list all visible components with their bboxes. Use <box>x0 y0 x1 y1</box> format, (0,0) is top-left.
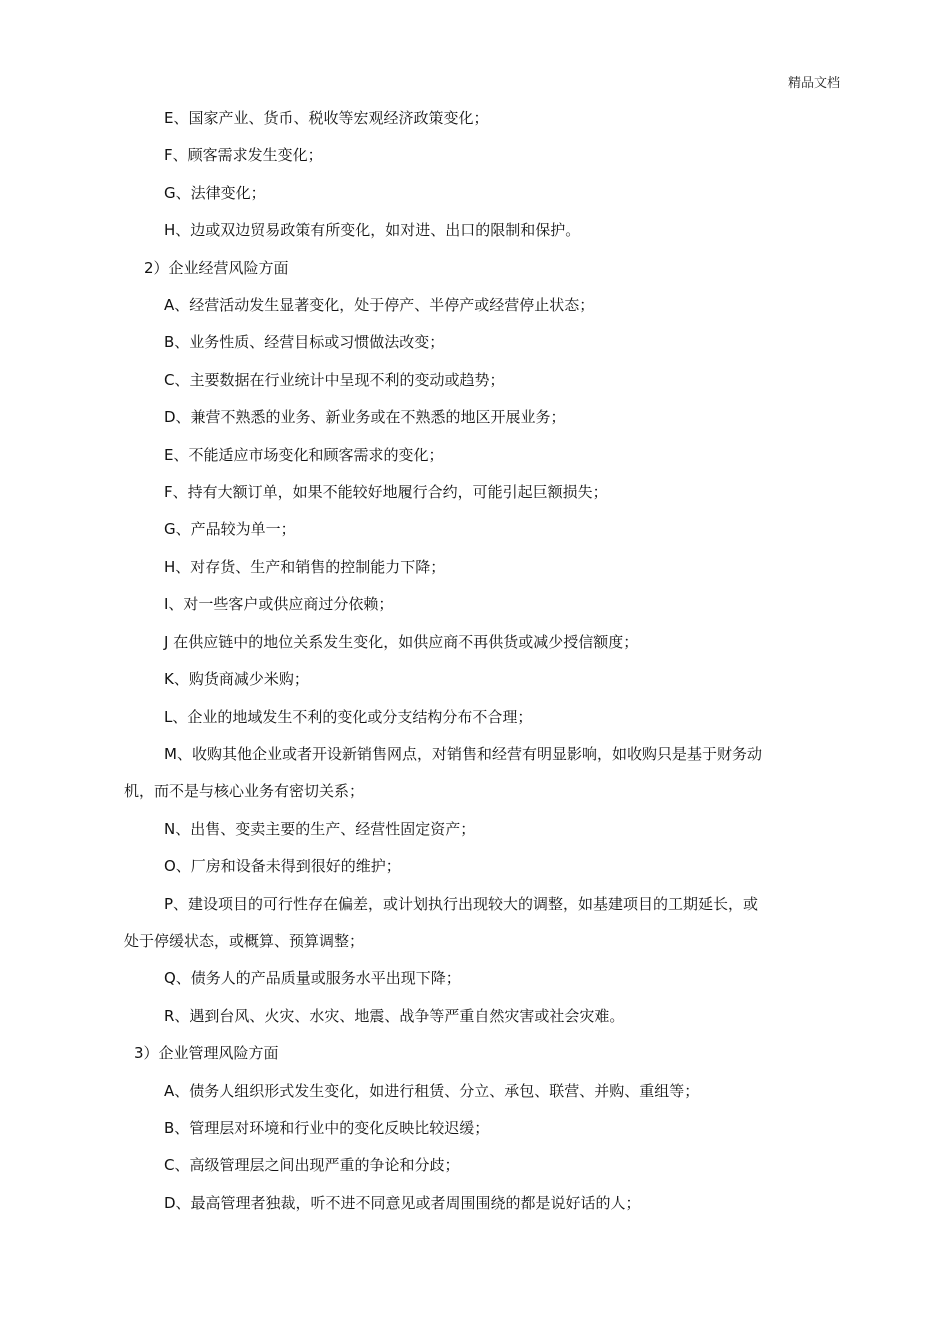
list-item: D、最高管理者独裁，听不进不同意见或者周围围绕的都是说好话的人； <box>164 1193 641 1212</box>
page-header-label: 精品文档 <box>787 76 840 91</box>
list-item: J 在供应链中的地位关系发生变化，如供应商不再供货或减少授信额度； <box>164 632 639 651</box>
list-item: D、兼营不熟悉的业务、新业务或在不熟悉的地区开展业务； <box>164 408 566 427</box>
list-item: E、国家产业、货币、税收等宏观经济政策变化； <box>164 109 489 127</box>
list-item: I、对一些客户或供应商过分依赖； <box>164 595 394 614</box>
list-item: F、顾客需求发生变化； <box>164 146 323 165</box>
list-item: C、高级管理层之间出现严重的争论和分歧； <box>164 1156 460 1175</box>
list-item: R、遇到台风、火灾、水灾、地震、战争等严重自然灾害或社会灾难。 <box>164 1006 625 1025</box>
list-item: F、持有大额订单，如果不能较好地履行合约，可能引起巨额损失； <box>164 483 608 502</box>
list-item-continuation: 处于停缓状态，或概算、预算调整； <box>124 931 365 950</box>
document-body <box>124 100 846 1222</box>
list-item: B、业务性质、经营目标或习惯做法改变； <box>164 333 445 352</box>
list-item: L、企业的地域发生不利的变化或分支结构分布不合理； <box>164 707 533 726</box>
section-heading: 2）企业经营风险方面 <box>144 258 289 277</box>
list-item: P、建设项目的可行性存在偏差，或计划执行出现较大的调整，如基建项目的工期延长，或 <box>164 894 759 913</box>
list-item: Q、债务人的产品质量或服务水平出现下降； <box>164 969 461 988</box>
list-item: H、边或双边贸易政策有所变化，如对进、出口的限制和保护。 <box>164 221 581 240</box>
section-heading: 3）企业管理风险方面 <box>134 1044 279 1063</box>
list-item: M、收购其他企业或者开设新销售网点，对销售和经营有明显影响，如收购只是基于财务动 <box>164 744 762 763</box>
list-item: B、管理层对环境和行业中的变化反映比较迟缓； <box>164 1118 490 1137</box>
list-item: G、产品较为单一； <box>164 520 296 539</box>
list-item: H、对存货、生产和销售的控制能力下降； <box>164 557 446 576</box>
list-item: N、出售、变卖主要的生产、经营性固定资产； <box>164 819 476 838</box>
list-item: G、法律变化； <box>164 183 266 202</box>
list-item-continuation: 机，而不是与核心业务有密切关系； <box>124 782 365 801</box>
list-item: A、债务人组织形式发生变化，如进行租赁、分立、承包、联营、并购、重组等； <box>164 1081 700 1100</box>
list-item: E、不能适应市场变化和顾客需求的变化； <box>164 445 444 464</box>
list-item: C、主要数据在行业统计中呈现不利的变动或趋势； <box>164 370 505 389</box>
list-item: O、厂房和设备未得到很好的维护； <box>164 857 401 876</box>
list-item: A、经营活动发生显著变化，处于停产、半停产或经营停止状态； <box>164 296 595 315</box>
list-item: K、购货商减少米购； <box>164 670 309 689</box>
